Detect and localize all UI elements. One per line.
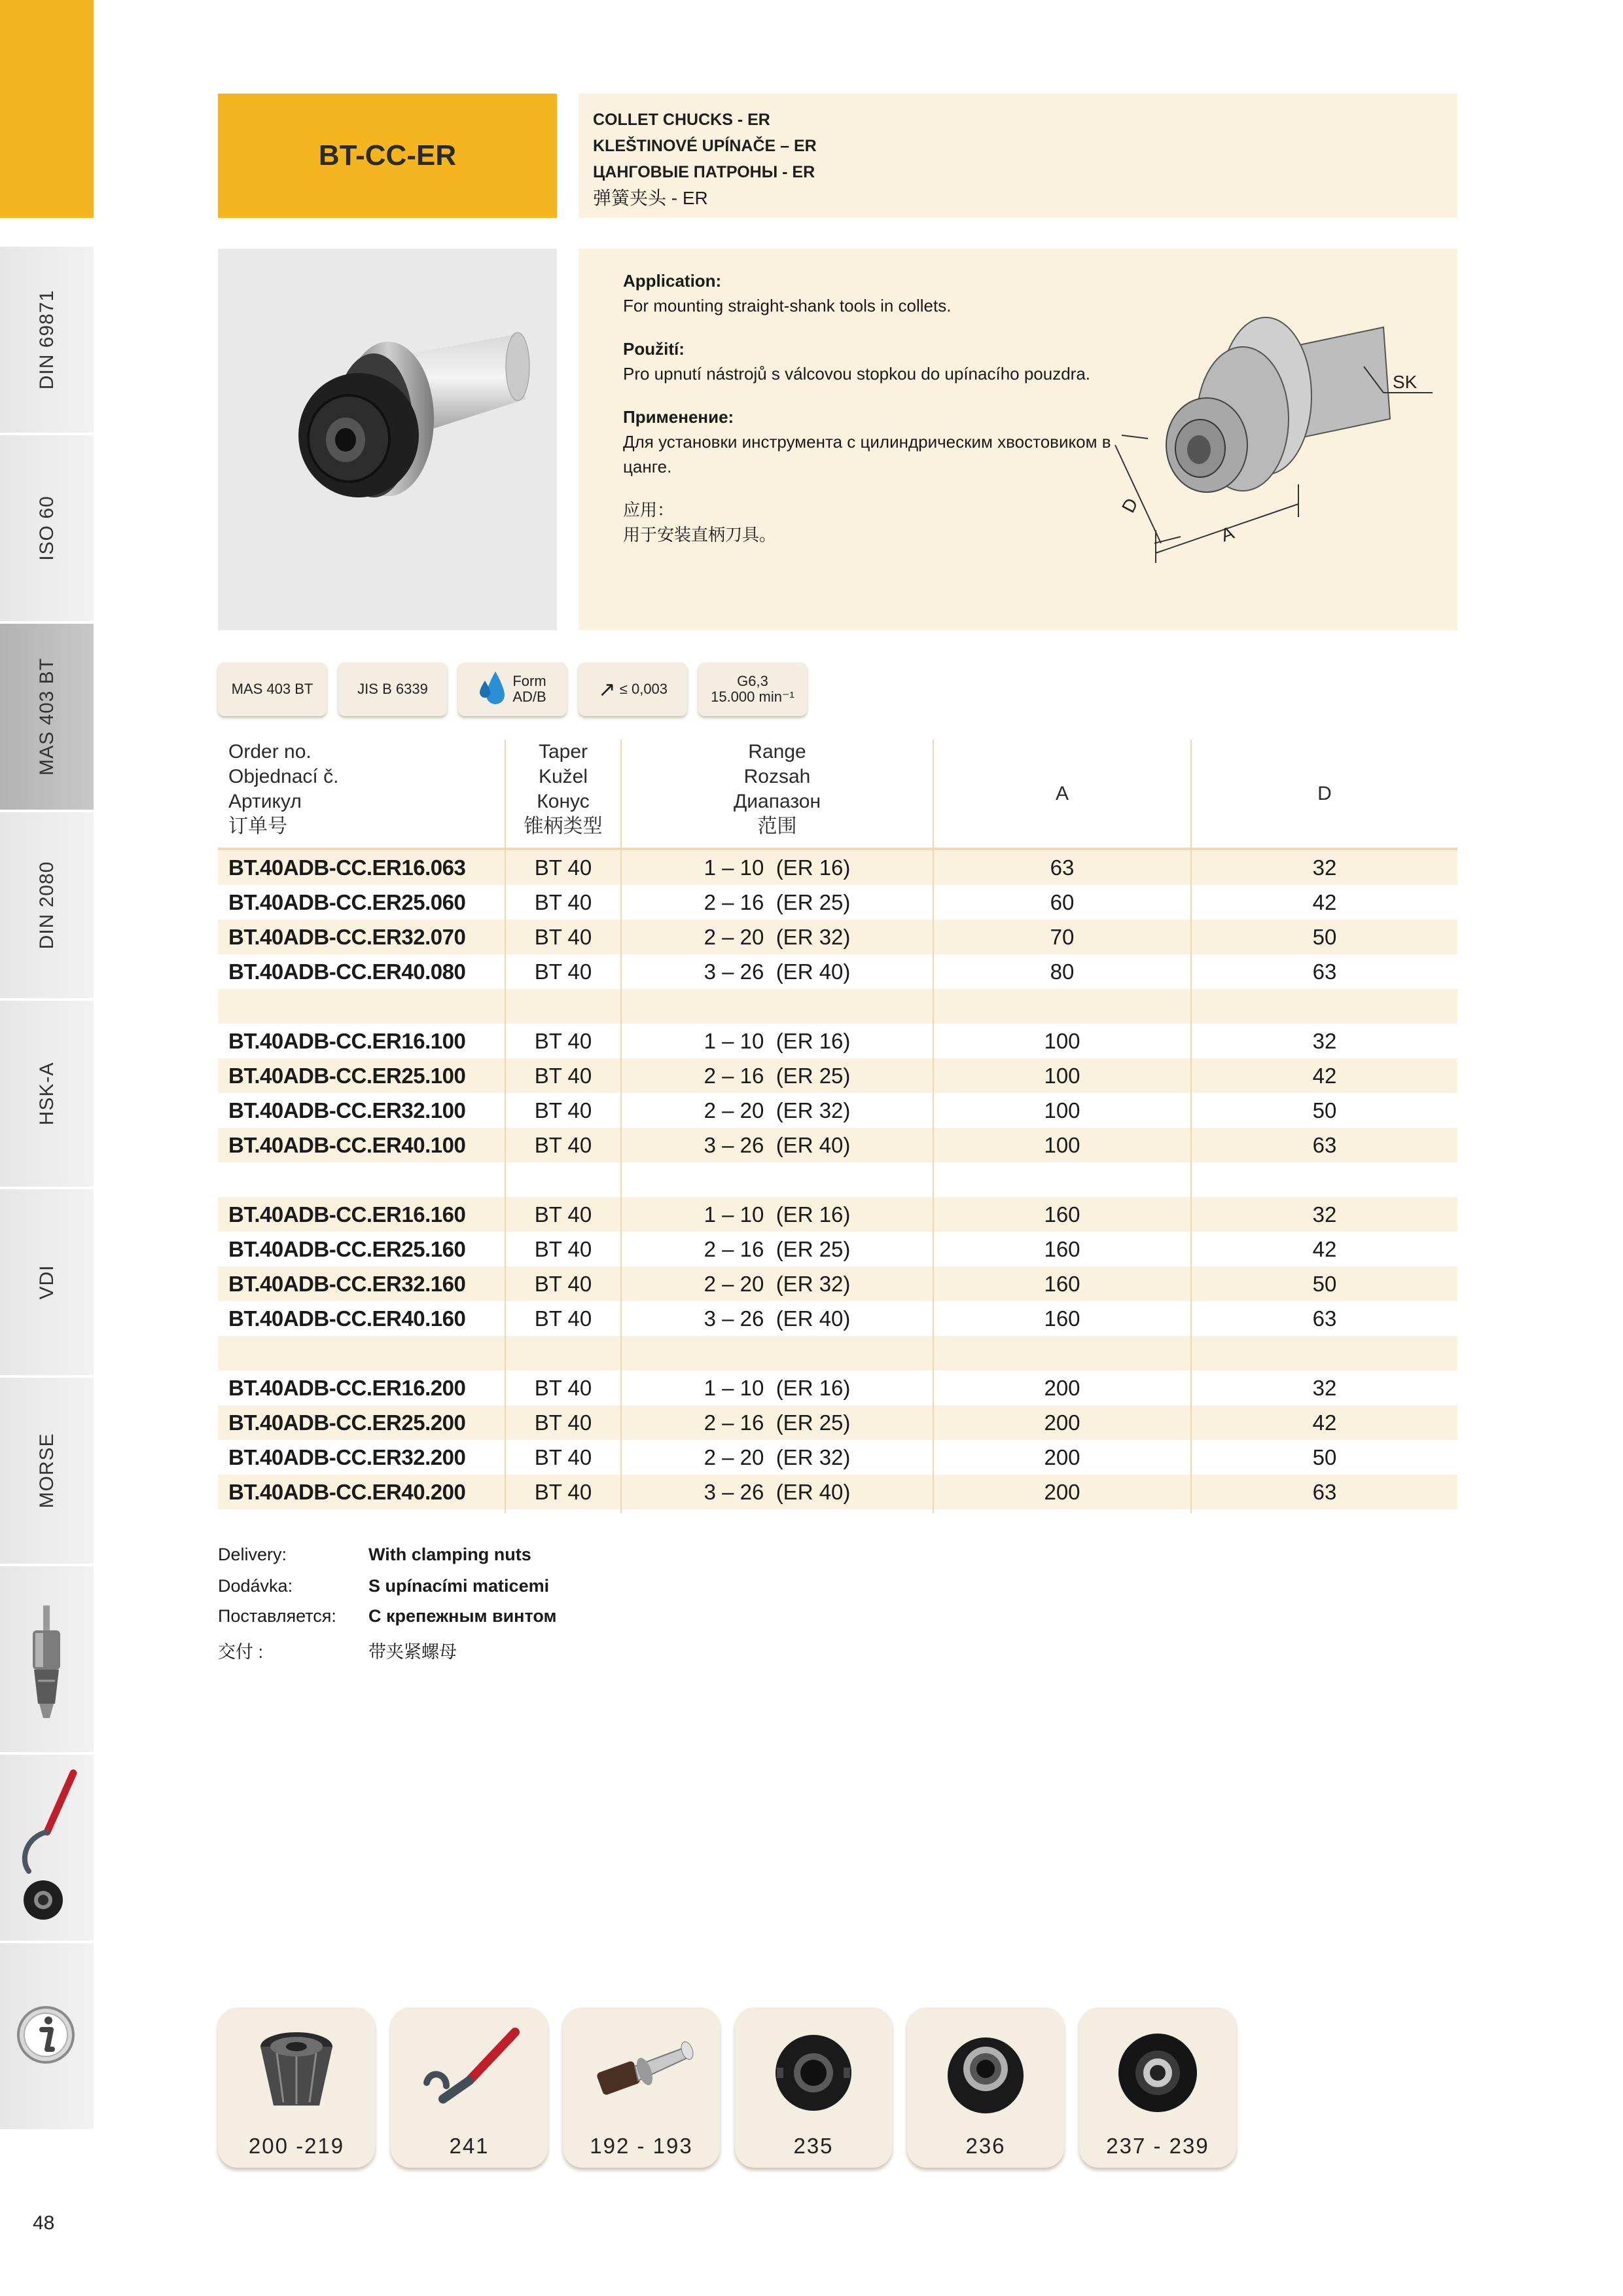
order-number-cell: BT.40ADB-CC.ER16.160 [228, 1202, 466, 1227]
delivery-value-ru: С крепежным винтом [368, 1606, 557, 1626]
dimension-d-cell: 50 [1312, 1098, 1337, 1122]
order-number-cell: BT.40ADB-CC.ER32.070 [228, 925, 466, 949]
table-header [218, 740, 1457, 850]
taper-cell: BT 40 [534, 1410, 592, 1435]
order-number-cell: BT.40ADB-CC.ER16.200 [228, 1376, 466, 1400]
dimension-a-cell: 200 [1044, 1376, 1080, 1400]
accessory-card-collets[interactable] [218, 2007, 375, 2168]
badge-mas-403-bt [218, 662, 327, 716]
sidebar-tab-info[interactable] [0, 1941, 94, 2129]
product-table [218, 740, 1457, 1504]
application-heading-cn: 应用： [623, 500, 675, 520]
header-d: D [1317, 783, 1332, 804]
taper-cell: BT 40 [534, 1098, 592, 1122]
accessory-card-wrench[interactable] [391, 2007, 548, 2168]
dimension-a-cell: 160 [1044, 1237, 1080, 1261]
dimension-d-cell: 32 [1312, 1376, 1337, 1400]
taper-cell: BT 40 [534, 1202, 592, 1227]
table-row [218, 1058, 1457, 1093]
delivery-value-en: With clamping nuts [368, 1545, 531, 1564]
badge-form-line2: AD/B [512, 689, 546, 705]
badge-jis-b-6339 [338, 662, 447, 716]
order-number-cell: BT.40ADB-CC.ER40.160 [228, 1306, 466, 1331]
range-cell: 3 – 26 (ER 40) [704, 1480, 851, 1504]
order-number-cell: BT.40ADB-CC.ER25.160 [228, 1237, 466, 1261]
application-text-en: For mounting straight-shank tools in collets. [623, 296, 952, 315]
table-row [218, 954, 1457, 989]
order-number-cell: BT.40ADB-CC.ER25.060 [228, 890, 466, 914]
badge-text: ≤ 0,003 [619, 681, 668, 697]
taper-cell: BT 40 [534, 1480, 592, 1504]
delivery-value-cz: S upínacími maticemi [368, 1576, 550, 1596]
delivery-label-cz: Dodávka: [218, 1576, 293, 1596]
dimension-a-cell: 160 [1044, 1202, 1080, 1227]
delivery-label-en: Delivery: [218, 1545, 287, 1564]
table-row [218, 1440, 1457, 1475]
table-row [218, 1024, 1457, 1058]
badge-runout [579, 662, 687, 716]
subtitle-cz: KLEŠTINOVÉ UPÍNAČE – ER [593, 137, 817, 155]
table-row [218, 1232, 1457, 1266]
sidebar-tab-wrench-nut[interactable] [0, 1752, 94, 1941]
delivery-value-cn: 带夹紧螺母 [368, 1642, 457, 1662]
column-divider [620, 740, 622, 1513]
range-cell: 2 – 16 (ER 25) [704, 1237, 851, 1261]
order-number-cell: BT.40ADB-CC.ER40.100 [228, 1133, 466, 1157]
range-cell: 2 – 16 (ER 25) [704, 1410, 851, 1435]
accessory-card-pull-stud[interactable] [563, 2007, 720, 2168]
sealing-nut-icon [1105, 2020, 1210, 2125]
dimension-a-cell: 200 [1044, 1480, 1080, 1504]
dimension-d-cell: 50 [1312, 1445, 1337, 1469]
table-row [218, 1405, 1457, 1440]
table-spacer-row [218, 1162, 1457, 1197]
range-cell: 2 – 16 (ER 25) [704, 1064, 851, 1088]
sidebar-tab-label: ISO 60 [35, 495, 58, 561]
order-number-cell: BT.40ADB-CC.ER32.100 [228, 1098, 466, 1122]
dimension-d-cell: 63 [1312, 1306, 1337, 1331]
sidebar-tab-label: VDI [35, 1265, 58, 1300]
wrench-icon [417, 2020, 522, 2125]
order-number-cell: BT.40ADB-CC.ER16.100 [228, 1029, 466, 1053]
dimension-d-cell: 32 [1312, 1202, 1337, 1227]
range-cell: 1 – 10 (ER 16) [704, 1376, 851, 1400]
accessory-page-label: 237 - 239 [1106, 2134, 1209, 2158]
table-row [218, 1301, 1457, 1336]
info-icon [0, 1943, 94, 2132]
dimension-a-cell: 70 [1050, 925, 1075, 949]
application-panel [579, 249, 1457, 630]
order-number-cell: BT.40ADB-CC.ER16.063 [228, 855, 466, 880]
sidebar-tab-din-2080[interactable] [0, 810, 94, 998]
accessory-page-label: 192 - 193 [590, 2134, 693, 2158]
subtitle-cn: 弹簧夹头 - ER [593, 188, 708, 208]
table-row [218, 885, 1457, 920]
range-cell: 2 – 20 (ER 32) [704, 1272, 851, 1296]
table-spacer-row [218, 1336, 1457, 1371]
clamping-nut-icon [761, 2020, 866, 2125]
accessory-page-label: 236 [965, 2134, 1006, 2158]
range-cell: 2 – 20 (ER 32) [704, 1445, 851, 1469]
sidebar-tab-din-69871[interactable] [0, 244, 94, 433]
taper-cell: BT 40 [534, 925, 592, 949]
dimension-a-cell: 160 [1044, 1272, 1080, 1296]
sidebar-tab-iso-60[interactable] [0, 433, 94, 621]
range-cell: 1 – 10 (ER 16) [704, 1202, 851, 1227]
sidebar [0, 0, 94, 2179]
drawing-label-d: D [1118, 494, 1142, 516]
dimension-a-cell: 100 [1044, 1029, 1080, 1053]
product-photo [218, 249, 557, 630]
order-number-cell: BT.40ADB-CC.ER40.200 [228, 1480, 466, 1504]
sidebar-tab-label: DIN 69871 [35, 289, 58, 390]
order-number-cell: BT.40ADB-CC.ER25.200 [228, 1410, 466, 1435]
sidebar-tab-drill-chuck[interactable] [0, 1564, 94, 1752]
dimension-d-cell: 63 [1312, 960, 1337, 984]
accessory-card-clamping-nut-bearing[interactable] [907, 2007, 1064, 2168]
range-cell: 2 – 20 (ER 32) [704, 925, 851, 949]
table-row [218, 1128, 1457, 1162]
range-cell: 3 – 26 (ER 40) [704, 1306, 851, 1331]
wrench-and-nut-icon [0, 1755, 94, 1943]
dimension-d-cell: 63 [1312, 1480, 1337, 1504]
taper-cell: BT 40 [534, 1237, 592, 1261]
range-cell: 1 – 10 (ER 16) [704, 855, 851, 880]
dimension-drawing [1102, 268, 1442, 609]
dimension-a-cell: 60 [1050, 890, 1075, 914]
header-a: A [1055, 783, 1069, 804]
taper-cell: BT 40 [534, 1306, 592, 1331]
accessory-page-label: 235 [793, 2134, 834, 2158]
dimension-a-cell: 100 [1044, 1133, 1080, 1157]
table-row [218, 1371, 1457, 1405]
dimension-a-cell: 100 [1044, 1064, 1080, 1088]
taper-cell: BT 40 [534, 1064, 592, 1088]
header-taper: Taper Kužel Конус 锥柄类型 [524, 741, 603, 837]
product-subtitle-box [579, 94, 1457, 218]
sidebar-tab-label: DIN 2080 [35, 861, 58, 950]
table-row [218, 1093, 1457, 1128]
dimension-d-cell: 42 [1312, 890, 1337, 914]
range-cell: 1 – 10 (ER 16) [704, 1029, 851, 1053]
taper-cell: BT 40 [534, 1445, 592, 1469]
accessory-card-sealing-nut[interactable] [1079, 2007, 1236, 2168]
dimension-d-cell: 63 [1312, 1133, 1337, 1157]
subtitle-en: COLLET CHUCKS - ER [593, 111, 770, 129]
subtitle-ru: ЦАНГОВЫЕ ПАТРОНЫ - ER [593, 163, 815, 181]
badge-balance [698, 662, 807, 716]
dimension-d-cell: 50 [1312, 925, 1337, 949]
dimension-a-cell: 100 [1044, 1098, 1080, 1122]
column-divider [933, 740, 934, 1513]
dimension-a-cell: 63 [1050, 855, 1075, 880]
application-text-cn: 用于安装直柄刀具。 [623, 525, 777, 545]
sidebar-tab-hsk-a[interactable] [0, 998, 94, 1187]
table-row [218, 850, 1457, 885]
order-number-cell: BT.40ADB-CC.ER32.160 [228, 1272, 466, 1296]
sidebar-tab-morse[interactable] [0, 1375, 94, 1564]
drawing-label-a: A [1218, 522, 1237, 546]
taper-cell: BT 40 [534, 1376, 592, 1400]
table-spacer-row [218, 989, 1457, 1024]
dimension-a-cell: 200 [1044, 1410, 1080, 1435]
sidebar-tab-label: MORSE [35, 1433, 58, 1509]
header-range: Range Rozsah Диапазон 范围 [733, 741, 821, 837]
table-row [218, 1266, 1457, 1301]
dimension-d-cell: 32 [1312, 1029, 1337, 1053]
table-row [218, 1475, 1457, 1509]
accessory-page-label: 241 [449, 2134, 490, 2158]
application-text-cz: Pro upnutí nástrojů s válcovou stopkou do upínacího pouzdra. [623, 364, 1091, 384]
application-heading-cz: Použití: [623, 339, 685, 359]
dimension-d-cell: 42 [1312, 1410, 1337, 1435]
arrow-up-right-icon: ↗ [597, 677, 616, 701]
table-row [218, 1197, 1457, 1232]
delivery-label-ru: Поставляется: [218, 1606, 336, 1626]
dimension-a-cell: 200 [1044, 1445, 1080, 1469]
badge-balance-line2: 15.000 min⁻¹ [711, 689, 794, 705]
taper-cell: BT 40 [534, 1133, 592, 1157]
sidebar-accent-block [0, 0, 94, 218]
badge-balance-line1: G6,3 [737, 673, 768, 689]
header-order: Order no. Objednací č. Артикул 订单号 [228, 741, 339, 837]
clamping-nut-bearing-icon [933, 2020, 1038, 2125]
pull-stud-icon [589, 2020, 694, 2125]
taper-cell: BT 40 [534, 855, 592, 880]
dimension-d-cell: 32 [1312, 855, 1337, 880]
dimension-d-cell: 42 [1312, 1064, 1337, 1088]
delivery-label-cn: 交付 : [218, 1642, 264, 1662]
order-number-cell: BT.40ADB-CC.ER32.200 [228, 1445, 466, 1469]
dimension-a-cell: 80 [1050, 960, 1075, 984]
application-heading-en: Application: [623, 271, 722, 291]
taper-cell: BT 40 [534, 960, 592, 984]
application-heading-ru: Применение: [623, 407, 734, 427]
sidebar-tab-label: HSK-A [35, 1062, 58, 1126]
badge-form-line1: Form [512, 673, 546, 689]
dimension-d-cell: 50 [1312, 1272, 1337, 1296]
column-divider [505, 740, 506, 1513]
collet-chuck-photo-icon [218, 249, 557, 630]
dimension-a-cell: 160 [1044, 1306, 1080, 1331]
product-title: BT-CC-ER [318, 139, 457, 171]
sidebar-tab-label: MAS 403 BT [35, 657, 58, 776]
taper-cell: BT 40 [534, 890, 592, 914]
range-cell: 2 – 16 (ER 25) [704, 890, 851, 914]
product-title-box [218, 94, 557, 218]
coolant-drop-icon [478, 669, 507, 709]
badge-text: MAS 403 BT [231, 681, 313, 697]
accessory-page-label: 200 -219 [248, 2134, 345, 2158]
range-cell: 3 – 26 (ER 40) [704, 1133, 851, 1157]
taper-cell: BT 40 [534, 1272, 592, 1296]
application-text [623, 268, 1120, 565]
column-divider [1190, 740, 1192, 1513]
order-number-cell: BT.40ADB-CC.ER25.100 [228, 1064, 466, 1088]
taper-cell: BT 40 [534, 1029, 592, 1053]
drawing-label-sk: SK [1393, 372, 1418, 392]
dimension-d-cell: 42 [1312, 1237, 1337, 1261]
badge-text: JIS B 6339 [357, 681, 428, 697]
sidebar-tab-vdi[interactable] [0, 1187, 94, 1375]
application-text-ru: Для установки инструмента с цилиндрическим хвостовиком в цанге. [623, 432, 1111, 476]
range-cell: 2 – 20 (ER 32) [704, 1098, 851, 1122]
drill-chuck-icon [0, 1566, 94, 1755]
page-number: 48 [33, 2212, 55, 2234]
order-number-cell: BT.40ADB-CC.ER40.080 [228, 960, 466, 984]
table-row [218, 920, 1457, 954]
badge-form [458, 662, 567, 716]
range-cell: 3 – 26 (ER 40) [704, 960, 851, 984]
collet-icon [244, 2020, 349, 2125]
accessory-card-clamping-nut[interactable] [735, 2007, 892, 2168]
sidebar-tab-mas-403-bt[interactable] [0, 621, 94, 810]
